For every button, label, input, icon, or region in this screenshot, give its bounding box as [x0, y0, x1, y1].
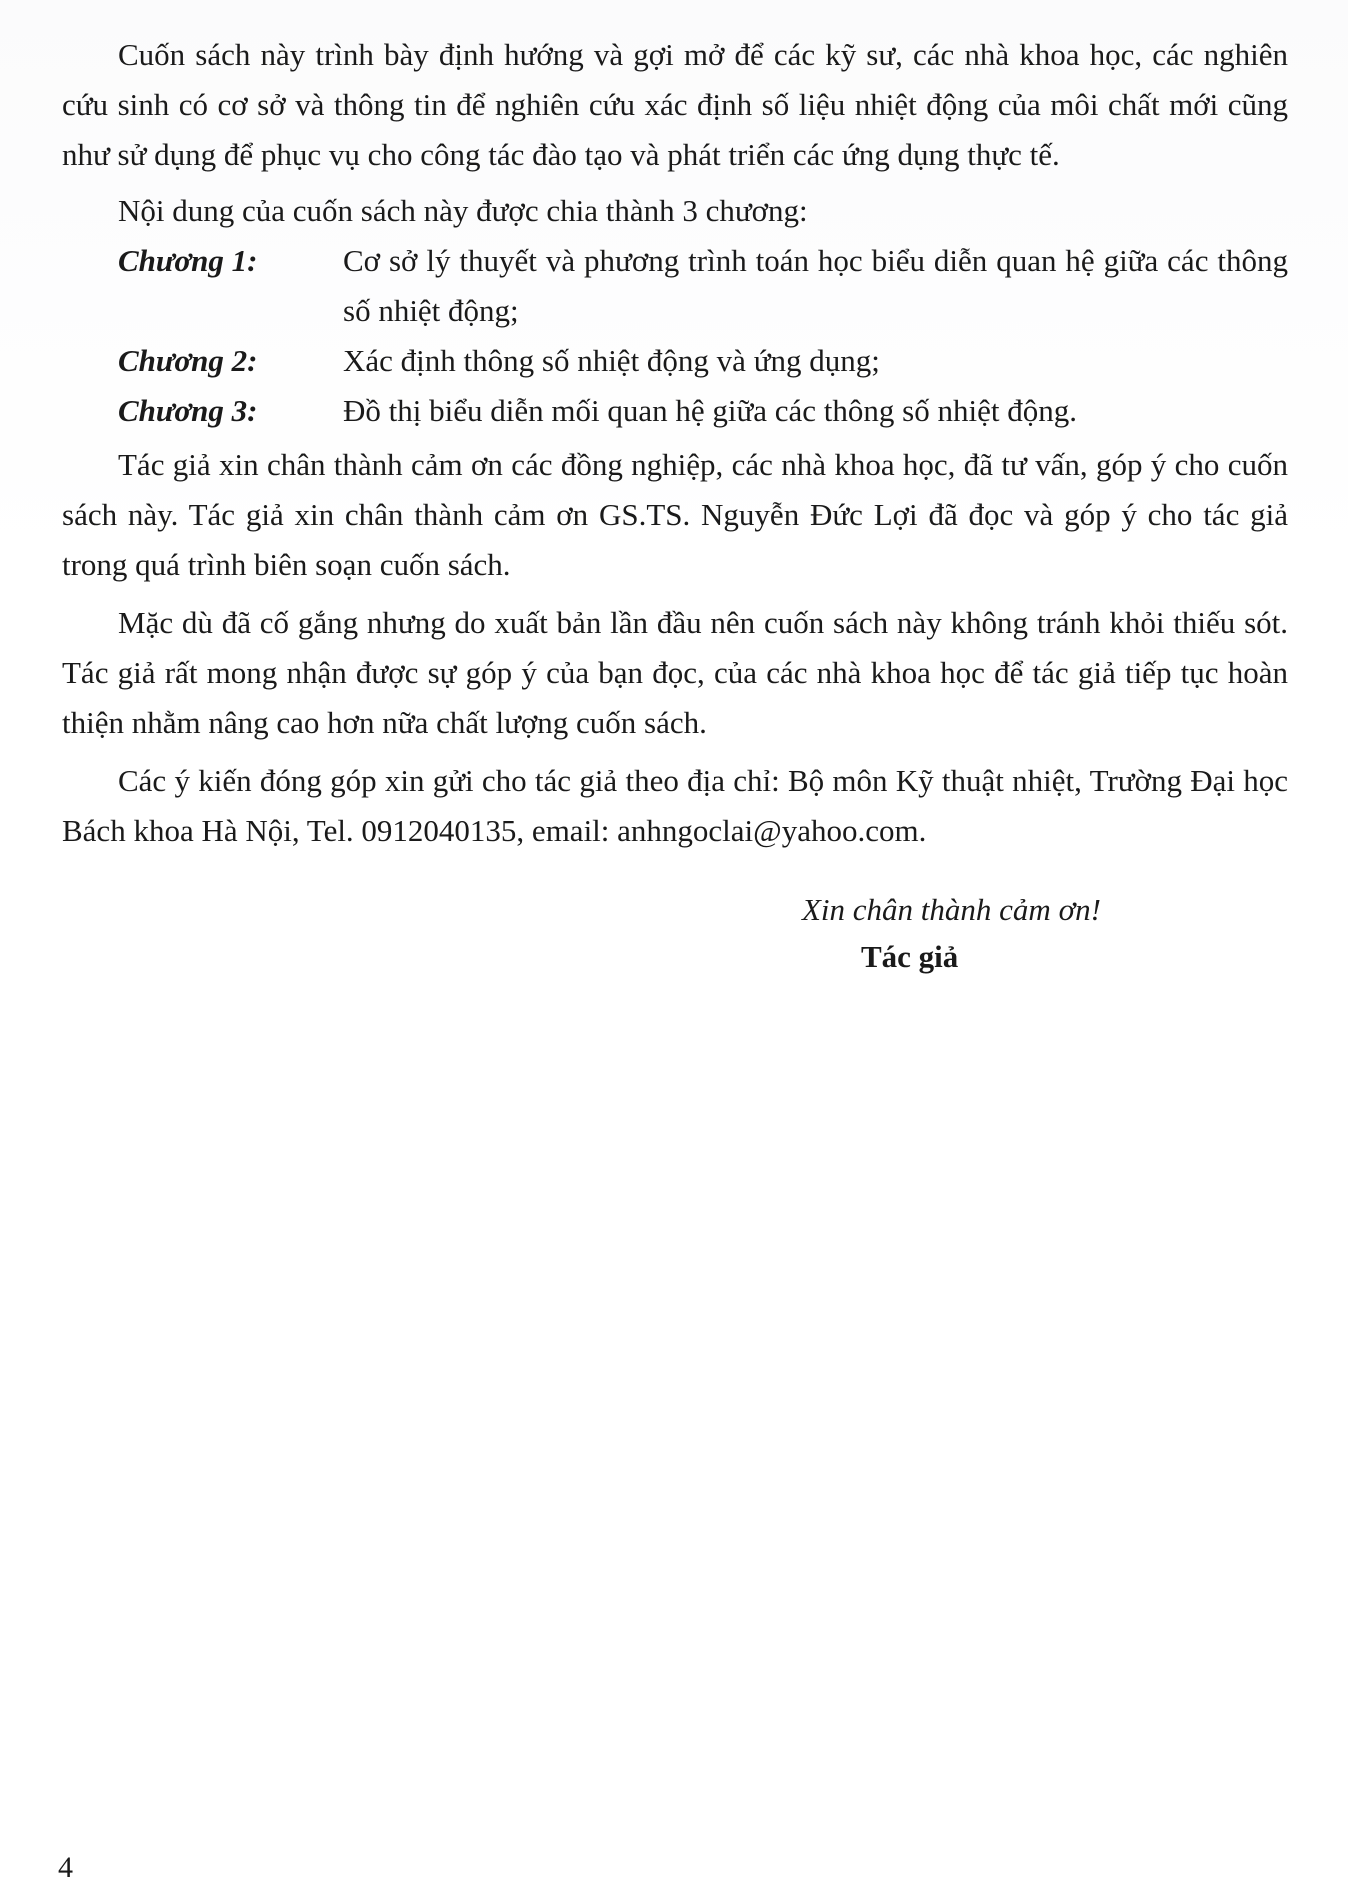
chapter-3-entry [62, 386, 1288, 436]
page-body [62, 30, 1288, 856]
apology-paragraph: Mặc dù đã cố gắng nhưng do xuất bản lần đầu nên cuốn sách này không tránh khỏi thiếu sót. Tác giả rất mong nhận được sự góp ý của bạn đọc, của các nhà khoa học để tác giả tiếp tục hoàn thiện nhằm nâng cao hơn nữa chất lượng cuốn sách. [62, 605, 1288, 740]
chapter-3-description: Đồ thị biểu diễn mối quan hệ giữa các thông số nhiệt động. [343, 393, 1077, 428]
chapter-2-description: Xác định thông số nhiệt động và ứng dụng; [343, 343, 880, 378]
chapter-1-entry [62, 236, 1288, 336]
contact-paragraph: Các ý kiến đóng góp xin gửi cho tác giả theo địa chỉ: Bộ môn Kỹ thuật nhiệt, Trường Đại học Bách khoa Hà Nội, Tel. 0912040135, email: anhngoclai@yahoo.com. [62, 763, 1288, 848]
chapter-2-label: Chương 2: [118, 343, 258, 378]
acknowledgement-paragraph: Tác giả xin chân thành cảm ơn các đồng nghiệp, các nhà khoa học, đã tư vấn, góp ý cho cuốn sách này. Tác giả xin chân thành cảm ơn GS.TS. Nguyễn Đức Lợi đã đọc và góp ý cho tác giả trong quá trình biên soạn cuốn sách. [62, 447, 1288, 582]
chapter-1-label: Chương 1: [118, 243, 258, 278]
closing-thanks: Xin chân thành cảm ơn! [802, 892, 1101, 927]
chapter-1-description: Cơ sở lý thuyết và phương trình toán học biểu diễn quan hệ giữa các thông số nhiệt động; [343, 243, 1288, 328]
page-number: 4 [58, 1851, 73, 1884]
author-signature: Tác giả [861, 939, 959, 974]
chapter-3-label: Chương 3: [118, 393, 258, 428]
chapter-summary-intro: Nội dung của cuốn sách này được chia thành 3 chương: [118, 193, 808, 228]
chapter-2-entry [62, 336, 1288, 386]
intro-paragraph: Cuốn sách này trình bày định hướng và gợi mở để các kỹ sư, các nhà khoa học, các nghiên cứu sinh có cơ sở và thông tin để nghiên cứu xác định số liệu nhiệt động của môi chất mới cũng như sử dụng để phục vụ cho công tác đào tạo và phát triển các ứng dụng thực tế. [62, 37, 1288, 172]
